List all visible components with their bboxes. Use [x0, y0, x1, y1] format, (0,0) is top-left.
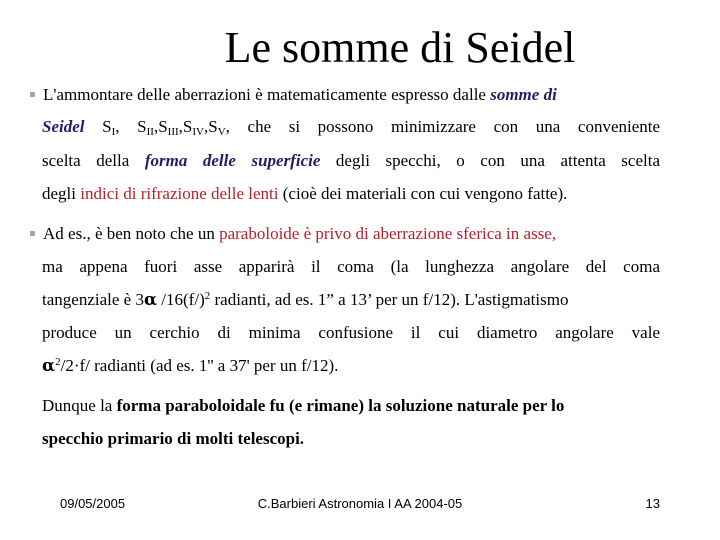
text: degli: [42, 184, 81, 203]
text: ma appena fuori asse apparirà il coma (la lunghezza angolare del coma: [42, 257, 660, 276]
text: (cioè dei materiali con cui vengono fatte).: [278, 184, 568, 203]
exponent: 2: [55, 356, 61, 368]
text: Ad es., è ben noto che un: [43, 224, 220, 243]
text: radianti, ad es. 1” a 13’ per un f/12). L'astigmatismo: [210, 290, 569, 309]
paragraph-1-line-1: [42, 84, 557, 106]
alpha-symbol: α: [143, 290, 158, 310]
bullet-icon: [30, 231, 35, 236]
text: , che si possono minimizzare con una conveniente: [225, 117, 661, 136]
paragraph-1-line-3: [42, 150, 660, 172]
conclusion-text: specchio primario di molti telescopi.: [42, 429, 305, 448]
footer-page-number: 13: [645, 496, 660, 511]
slide-title: Le somme di Seidel: [224, 23, 576, 72]
bullet-icon: [30, 92, 35, 97]
paragraph-2-line-3: [42, 289, 568, 311]
text: /16(f/): [157, 290, 205, 309]
paragraph-2-line-1: [42, 223, 556, 245]
footer-date: 09/05/2005: [60, 496, 126, 511]
paragraph-2-line-2: [42, 256, 660, 278]
text: /2·f/ radianti (ad es. 1'' a 37' per un f/12).: [60, 356, 339, 375]
text: L'ammontare delle aberrazioni è matematicamente espresso dalle: [43, 85, 491, 104]
refraction-index-term: indici di rifrazione delle lenti: [80, 184, 279, 203]
surface-shape-term: forma delle superficie: [144, 151, 321, 170]
paragraph-3-line-1: [42, 395, 564, 417]
paragraph-2-line-5: [42, 355, 338, 377]
seidel-sums-term: somme di: [490, 85, 557, 104]
conclusion-text: forma paraboloidale fu (e rimane) la soluzione naturale per lo: [116, 396, 565, 415]
paragraph-3-line-2: [42, 428, 304, 450]
text: tangenziale è 3: [42, 290, 144, 309]
paraboloid-term: paraboloide è privo di aberrazione sferica in asse,: [219, 224, 557, 243]
footer-credit: C.Barbieri Astronomia I AA 2004-05: [257, 496, 463, 511]
seidel-symbols: $S_I$, $S_{II},S_{III},S_{IV},S_V$: [102, 117, 226, 138]
paragraph-1-line-2: [42, 116, 660, 138]
seidel-term: Seidel: [42, 117, 85, 136]
text: Dunque la: [42, 396, 117, 415]
paragraph-2-line-4: [42, 322, 660, 344]
text: scelta della: [42, 151, 145, 170]
paragraph-1-line-4: [42, 183, 567, 205]
text: degli specchi, o con una attenta scelta: [320, 151, 661, 170]
text: produce un cerchio di minima confusione il cui diametro angolare vale: [42, 323, 660, 342]
exponent: 2: [204, 290, 211, 302]
alpha-symbol: α: [42, 356, 56, 376]
